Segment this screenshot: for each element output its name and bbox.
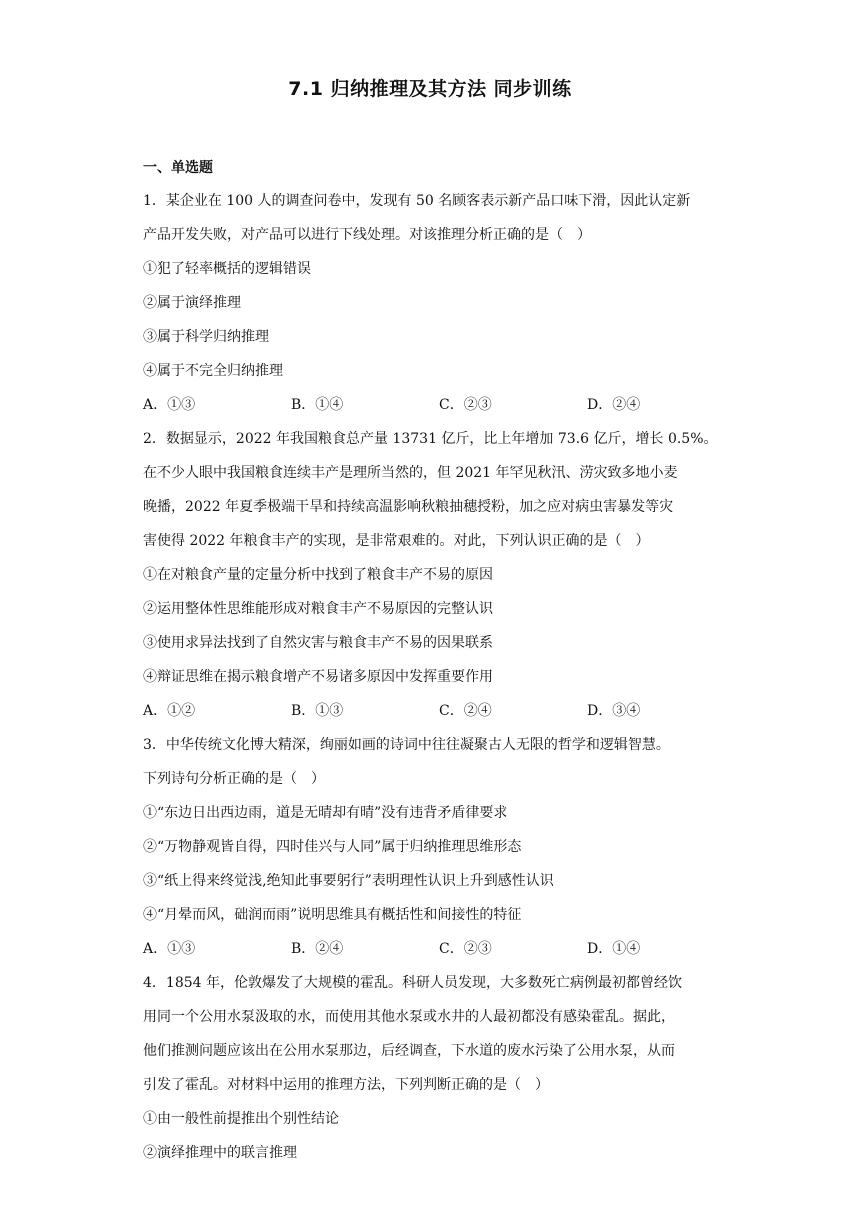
answer-option: D．①④ bbox=[587, 941, 641, 957]
statement-item: ②属于演绎推理 bbox=[143, 295, 241, 311]
answer-option: C．②③ bbox=[439, 397, 492, 413]
question-block bbox=[143, 728, 723, 966]
statement-item: ②演绎推理中的联言推理 bbox=[143, 1145, 297, 1161]
statement-item: ④辩证思维在揭示粮食增产不易诸多原因中发挥重要作用 bbox=[143, 669, 493, 685]
question-stem-line: 4．1854 年，伦敦爆发了大规模的霍乱。科研人员发现，大多数死亡病例最初都曾经饮 bbox=[143, 975, 682, 991]
answer-option: D．②④ bbox=[587, 397, 641, 413]
question-stem-line: 在不少人眼中我国粮食连续丰产是理所当然的，但 2021 年罕见秋汛、涝灾致多地小麦 bbox=[143, 465, 678, 481]
statement-item: ①犯了轻率概括的逻辑错误 bbox=[143, 261, 311, 277]
statement-item: ④属于不完全归纳推理 bbox=[143, 363, 283, 379]
question-stem-line: 晚播，2022 年夏季极端干旱和持续高温影响秋粮抽穗授粉，加之应对病虫害暴发等灾 bbox=[143, 499, 674, 515]
statement-item: ③“纸上得来终觉浅,绝知此事要躬行”表明理性认识上升到感性认识 bbox=[143, 873, 554, 889]
answer-option: C．②④ bbox=[439, 703, 492, 719]
answer-option: B．②④ bbox=[291, 941, 344, 957]
question-stem-line: 下列诗句分析正确的是（ ） bbox=[143, 771, 325, 787]
question-block bbox=[143, 966, 723, 1170]
section-heading: 一、单选题 bbox=[143, 160, 213, 176]
statement-item: ②“万物静观皆自得，四时佳兴与人同”属于归纳推理思维形态 bbox=[143, 839, 522, 855]
question-stem-line: 3．中华传统文化博大精深，绚丽如画的诗词中往往凝聚古人无限的哲学和逻辑智慧。 bbox=[143, 737, 670, 753]
statement-item: ③属于科学归纳推理 bbox=[143, 329, 269, 345]
answer-options bbox=[143, 932, 723, 966]
answer-option: A．①③ bbox=[143, 941, 196, 957]
answer-option: A．①③ bbox=[143, 397, 196, 413]
answer-options bbox=[143, 388, 723, 422]
answer-option: C．②③ bbox=[439, 941, 492, 957]
statement-item: ①“东边日出西边雨，道是无晴却有晴”没有违背矛盾律要求 bbox=[143, 805, 508, 821]
answer-option: B．①③ bbox=[291, 703, 344, 719]
question-block bbox=[143, 422, 723, 728]
answer-option: D．③④ bbox=[587, 703, 641, 719]
statement-item: ②运用整体性思维能形成对粮食丰产不易原因的完整认识 bbox=[143, 601, 493, 617]
page-title: 7.1 归纳推理及其方法 同步训练 bbox=[288, 78, 572, 100]
question-stem-line: 用同一个公用水泵汲取的水，而使用其他水泵或水井的人最初都没有感染霍乱。据此， bbox=[143, 1009, 675, 1025]
question-stem-line: 1．某企业在 100 人的调查问卷中，发现有 50 名顾客表示新产品口味下滑，因此认定新 bbox=[143, 193, 691, 209]
question-stem-line: 害使得 2022 年粮食丰产的实现，是非常艰难的。对此，下列认识正确的是（ ） bbox=[143, 533, 650, 549]
answer-option: A．①② bbox=[143, 703, 196, 719]
question-block bbox=[143, 184, 723, 422]
answer-options bbox=[143, 694, 723, 728]
document-body bbox=[143, 154, 723, 1170]
statement-item: ③使用求异法找到了自然灾害与粮食丰产不易的因果联系 bbox=[143, 635, 493, 651]
question-stem-line: 2．数据显示，2022 年我国粮食总产量 13731 亿斤，比上年增加 73.6 亿斤，增长 0.5%。 bbox=[143, 431, 718, 447]
question-stem-line: 产品开发失败，对产品可以进行下线处理。对该推理分析正确的是（ ） bbox=[143, 227, 591, 243]
answer-option: B．①④ bbox=[291, 397, 344, 413]
statement-item: ①在对粮食产量的定量分析中找到了粮食丰产不易的原因 bbox=[143, 567, 493, 583]
question-stem-line: 他们推测问题应该出在公用水泵那边，后经调查，下水道的废水污染了公用水泵，从而 bbox=[143, 1043, 675, 1059]
statement-item: ④“月晕而风，础润而雨”说明思维具有概括性和间接性的特征 bbox=[143, 907, 522, 923]
question-stem-line: 引发了霍乱。对材料中运用的推理方法，下列判断正确的是（ ） bbox=[143, 1077, 549, 1093]
statement-item: ①由一般性前提推出个别性结论 bbox=[143, 1111, 339, 1127]
